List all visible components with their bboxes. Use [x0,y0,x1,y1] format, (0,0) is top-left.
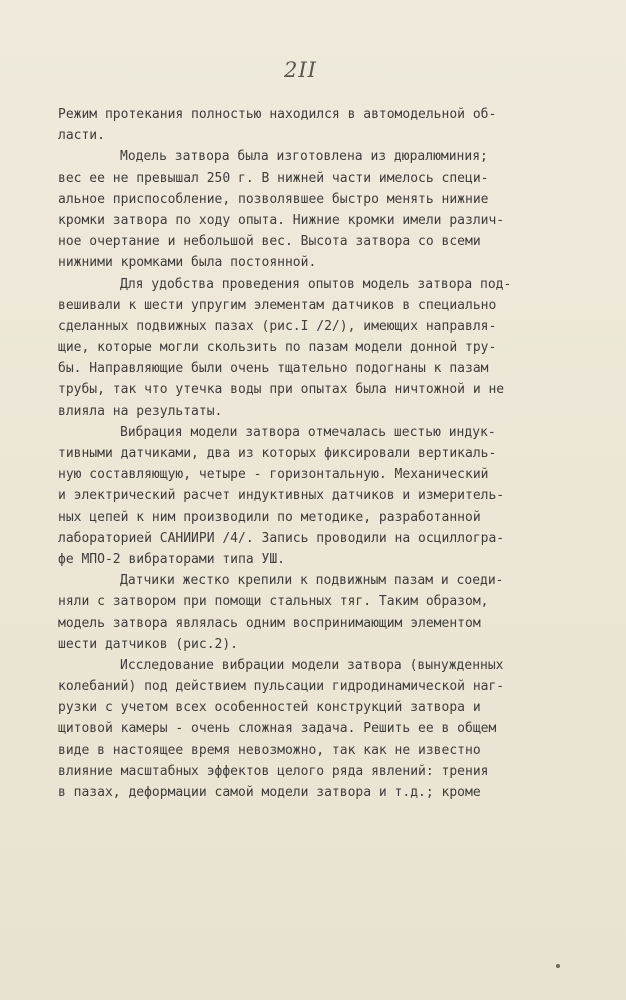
text-line: сделанных подвижных пазах (рис.I /2/), имеющих направля- [58,318,497,334]
text-line: няли с затвором при помощи стальных тяг. Таким образом, [58,594,489,610]
text-line: модель затвора являлась одним воспринимающим элементом [58,615,481,631]
text-line: щитовой камеры - очень сложная задача. Решить ее в общем [58,721,497,737]
text-line: лабораторией САНИИРИ /4/. Запись проводили на осциллогра- [58,530,505,546]
text-line: нижними кромками была постоянной. [58,255,317,271]
text-line: Модель затвора была изготовлена из дюралюминия; [120,149,488,165]
text-line: влияние масштабных эффектов целого ряда явлений: трения [58,763,489,779]
text-line: бы. Направляющие были очень тщательно подогнаны к пазам [58,361,489,377]
body-text [58,104,578,803]
text-line: и электрический расчет индуктивных датчиков и измеритель- [58,488,505,504]
text-line: Датчики жестко крепили к подвижным пазам и соеди- [120,573,504,589]
text-line: ных цепей к ним производили по методике, разработанной [58,509,481,525]
text-line: вешивали к шести упругим элементам датчиков в специально [58,297,497,313]
text-line: рузки с учетом всех особенностей конструкций затвора и [58,700,481,716]
text-line: шести датчиков (рис.2). [58,636,239,652]
paper-speck [556,964,560,968]
text-line: в пазах, деформации самой модели затвора и т.д.; кроме [58,785,481,800]
text-line: трубы, так что утечка воды при опытах была ничтожной и не [58,382,505,398]
text-line: влияла на результаты. [58,403,223,419]
text-line: ласти. [58,128,105,144]
text-line: Для удобства проведения опытов модель затвора под- [120,276,512,292]
text-line: альное приспособление, позволявшее быстро менять нижние [58,191,489,207]
text-line: Исследование вибрации модели затвора (вынужденных [120,657,504,673]
text-line: Режим протекания полностью находился в автомодельной об- [58,107,497,122]
text-line: фе МПО-2 вибраторами типа УШ. [58,551,285,567]
text-line: ную составляющую, четыре - горизонтальную. Механический [58,467,489,483]
text-line: щие, которые могли скользить по пазам модели донной тру- [58,340,497,356]
text-line: виде в настоящее время невозможно, так как не известно [58,742,481,758]
text-line: колебаний) под действием пульсации гидродинамической наг- [58,679,505,695]
text-line: кромки затвора по ходу опыта. Нижние кромки имели различ- [58,212,505,228]
text-line: тивными датчиками, два из которых фиксировали вертикаль- [58,446,497,461]
text-line: ное очертание и небольшой вес. Высота затвора со всеми [58,234,481,250]
text-line: Вибрация модели затвора отмечалась шестью индук- [120,424,496,440]
text-line: вес ее не превышал 250 г. В нижней части имелось специ- [58,170,489,186]
page-number: 2II [284,58,317,82]
